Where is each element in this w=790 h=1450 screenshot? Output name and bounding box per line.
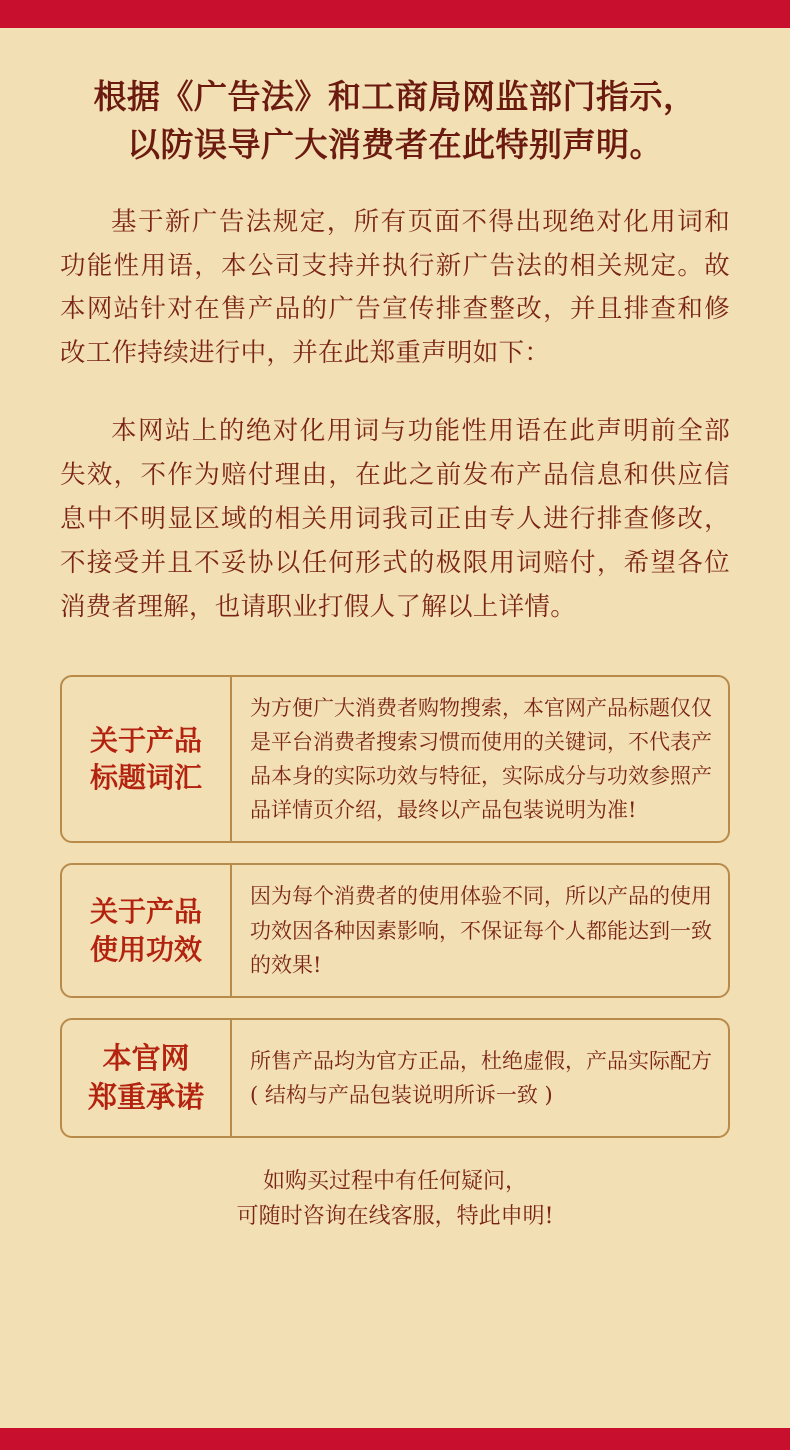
page-title-line-2: 以防误导广大消费者在此特别声明。 [127, 124, 663, 164]
statement-paragraph-2: 本网站上的绝对化用词与功能性用语在此声明前全部失效，不作为赔付理由，在此之前发布产品信息和供应信息中不明显区域的相关用词我司正由专人进行排查修改，不接受并且不妥协以任何形式的极限用词赔付，希望各位消费者理解，也请职业打假人了解以上详情。 [60, 416, 730, 622]
top-red-band [0, 0, 790, 28]
card-title-line-2: 标题词汇 [89, 761, 202, 795]
page-title [60, 28, 730, 169]
footer-note [60, 1164, 730, 1234]
card-body-text: 为方便广大消费者购物搜索，本官网产品标题仅仅是平台消费者搜索习惯而使用的关键词，不代表产品本身的实际功效与特征，实际成分与功效参照产品详情页介绍，最终以产品包装说明为准! [250, 696, 712, 823]
statement-card-list [60, 675, 730, 1137]
card-title [62, 677, 232, 841]
card-title [62, 1020, 232, 1136]
card-title-line-1: 关于产品 [89, 724, 202, 758]
card-title-line-1: 本官网 [102, 1040, 190, 1075]
statement-paragraph-1: 基于新广告法规定，所有页面不得出现绝对化用词和功能性用语，本公司支持并执行新广告法的相关规定。故本网站针对在售产品的广告宣传排查整改，并且排查和修改工作持续进行中，并在此郑重声明如下： [60, 206, 730, 369]
card-product-efficacy [60, 863, 730, 997]
card-title [62, 865, 232, 995]
footer-line-2: 可随时咨询在线客服，特此申明! [236, 1203, 554, 1229]
bottom-red-band [0, 1428, 790, 1450]
page-title-line-1: 根据《广告法》和工商局网监部门指示， [93, 77, 697, 116]
content-panel [0, 28, 790, 1428]
card-body-text: 所售产品均为官方正品，杜绝虚假，产品实际配方( 结构与产品包装说明所诉一致 ) [250, 1048, 712, 1107]
card-body-text: 因为每个消费者的使用体验不同，所以产品的使用功效因各种因素影响，不保证每个人都能达到一致的效果! [250, 884, 712, 977]
footer-line-1: 如购买过程中有任何疑问， [262, 1168, 527, 1194]
card-title-line-1: 关于产品 [89, 895, 202, 929]
card-title-line-2: 郑重承诺 [87, 1079, 204, 1114]
card-title-line-2: 使用功效 [89, 932, 202, 966]
card-product-title-wording [60, 675, 730, 843]
card-official-commitment [60, 1018, 730, 1138]
